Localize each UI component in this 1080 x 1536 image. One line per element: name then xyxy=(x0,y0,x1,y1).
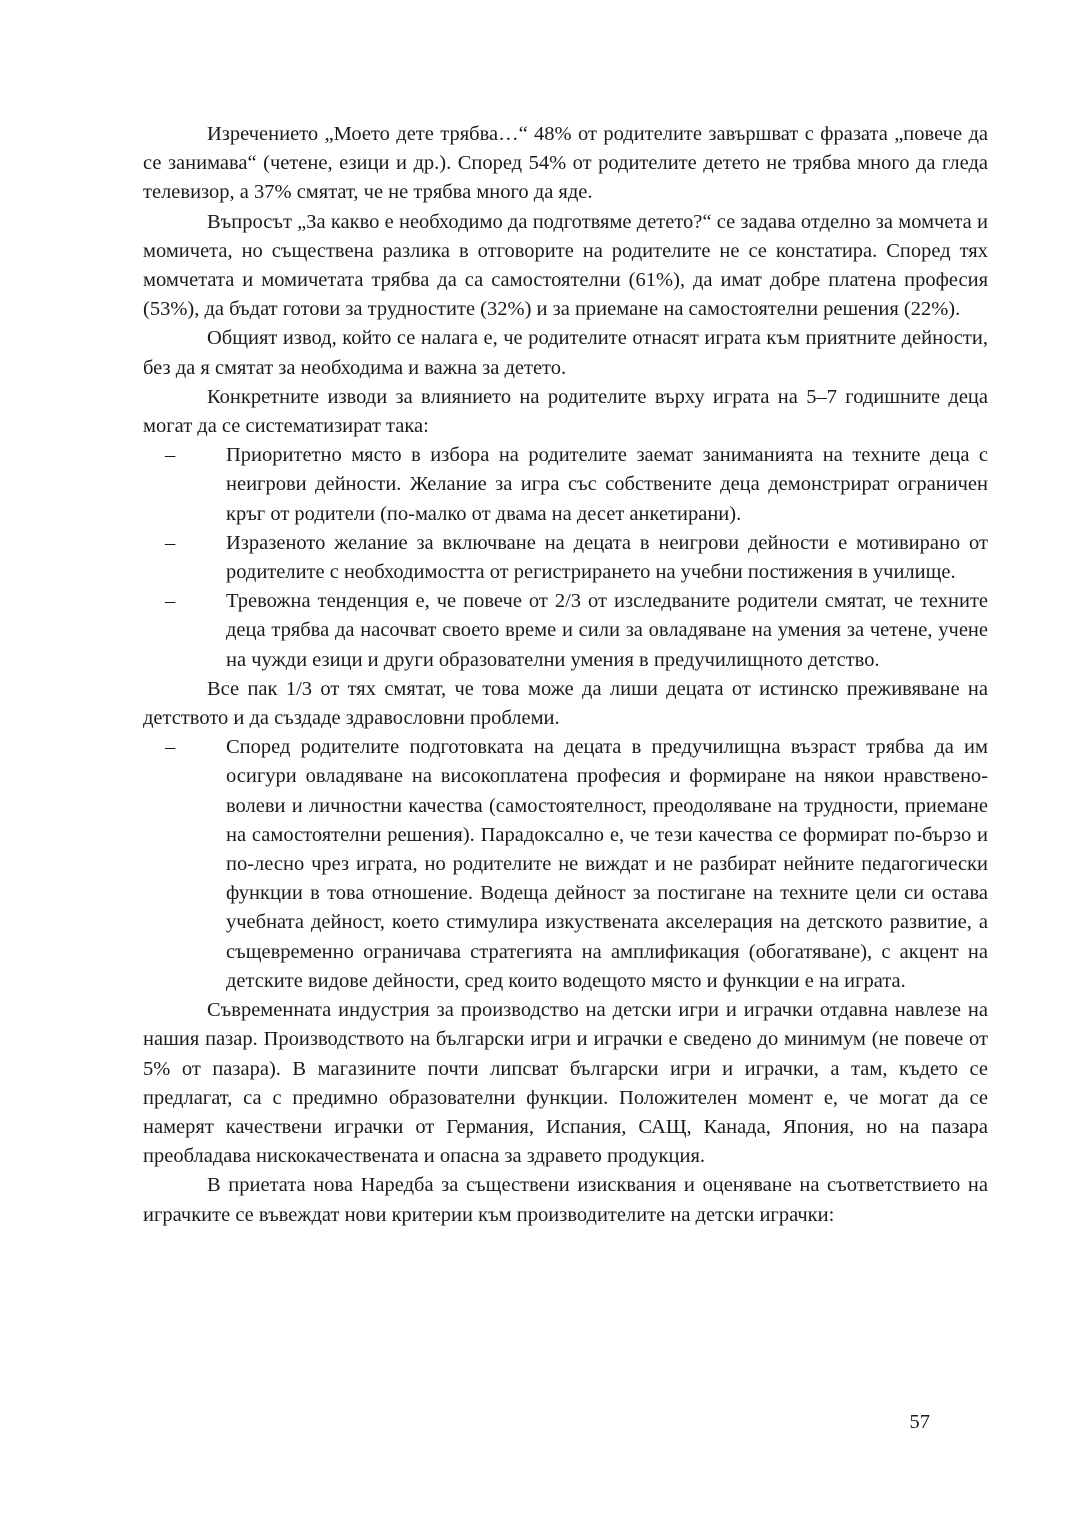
list-item xyxy=(143,587,988,675)
dash-marker: – xyxy=(165,590,176,613)
paragraph-general-conclusion: Общият извод, който се налага е, че родителите отнасят играта към приятните дейности, без да я смятат за необходима и важна за детето. xyxy=(143,327,988,379)
list-item-text: Тревожна тенденция е, че повече от 2/3 от изследваните родители смятат, че техните деца трябва да насочват своето време и сили за овладяване на умения за четене, учене на чужди езици и други образователни умения в предучилищното детство. xyxy=(226,590,988,671)
dash-marker: – xyxy=(165,736,176,759)
paragraph-toy-industry: Съвременната индустрия за производство на детски игри и играчки отдавна навлезе на нашия пазар. Производството на български игри и играчки е сведено до минимум (не повече от 5% от пазара). В магазините почти липсват български игри и играчки, а там, където се предлагат, са с предимно образователни функции. Положителен момент е, че могат да се намерят качествени играчки от Германия, Испания, САЩ, Канада, Япония, но на пазара преобладава нискокачествената и опасна за здравето продукция. xyxy=(143,999,988,1168)
list-item xyxy=(143,441,988,529)
dash-marker: – xyxy=(165,444,176,467)
list-item xyxy=(143,529,988,587)
dash-marker: – xyxy=(165,531,176,554)
list-item-text: Приоритетно място в избора на родителите заемат заниманията на техните деца с неигрови дейности. Желание за игра със собствените деца демонстрират ограничен кръг от родители (по-малко от двама на десет анкетирани). xyxy=(226,444,988,525)
list-item xyxy=(143,733,988,996)
page-body xyxy=(143,120,988,1230)
list-item-text: Според родителите подготовката на децата в предучилищна възраст трябва да им осигури овладяване на високоплатена професия и формиране на някои нравствено-волеви и личностни качества (самостоятелност, преодоляване на трудности, приемане на самостоятелни решения). Парадоксално е, че тези качества се формират по-бързо и по-лесно чрез играта, но родителите не виждат и не разбират нейните педагогически функции в това отношение. Водеща дейност за постигане на техните цели си остава учебната дейност, което стимулира изкуствената акселерация на детското развитие, а същевременно ограничава стратегията на амплификация (обогатяване), с акцент на детските видове дейности, сред които водещото място и функции е на играта. xyxy=(226,736,988,992)
paragraph-one-third: Все пак 1/3 от тях смятат, че това може да лиши децата от истинско преживяване на детството и да създаде здравословни проблеми. xyxy=(143,677,988,730)
page-number: 57 xyxy=(909,1411,930,1433)
paragraph-preparation-question: Въпросът „За какво е необходимо да подготвяме детето?“ се задава отделно за момчета и момичета, но съществена разлика в отговорите на родителите не се констатира. Според тях момчетата и момичетата трябва да са самостоятелни (61%), да имат добре платена професия (53%), да бъдат готови за трудностите (32%) и за приемане на самостоятелни решения (22%). xyxy=(143,210,988,321)
list-item-text: Изразеното желание за включване на децата в неигрови дейности е мотивирано от родителите с необходимостта от регистрирането на учебни постижения в училище. xyxy=(226,531,988,584)
paragraph-new-regulation: В приетата нова Наредба за съществени изисквания и оценяване на съответствието на играчките се въвеждат нови критерии към производителите на детски играчки: xyxy=(143,1174,988,1226)
paragraph-parents-phrase: Изречението „Моето дете трябва…“ 48% от родителите завършват с фразата „повече да се занимава“ (четене, езици и др.). Според 54% от родителите детето не трябва много да гледа телевизор, а 37% смятат, че не трябва много да яде. xyxy=(143,123,988,204)
paragraph-specific-conclusions: Конкретните изводи за влиянието на родителите върху играта на 5–7 годишните деца могат да се систематизират така: xyxy=(143,385,988,438)
